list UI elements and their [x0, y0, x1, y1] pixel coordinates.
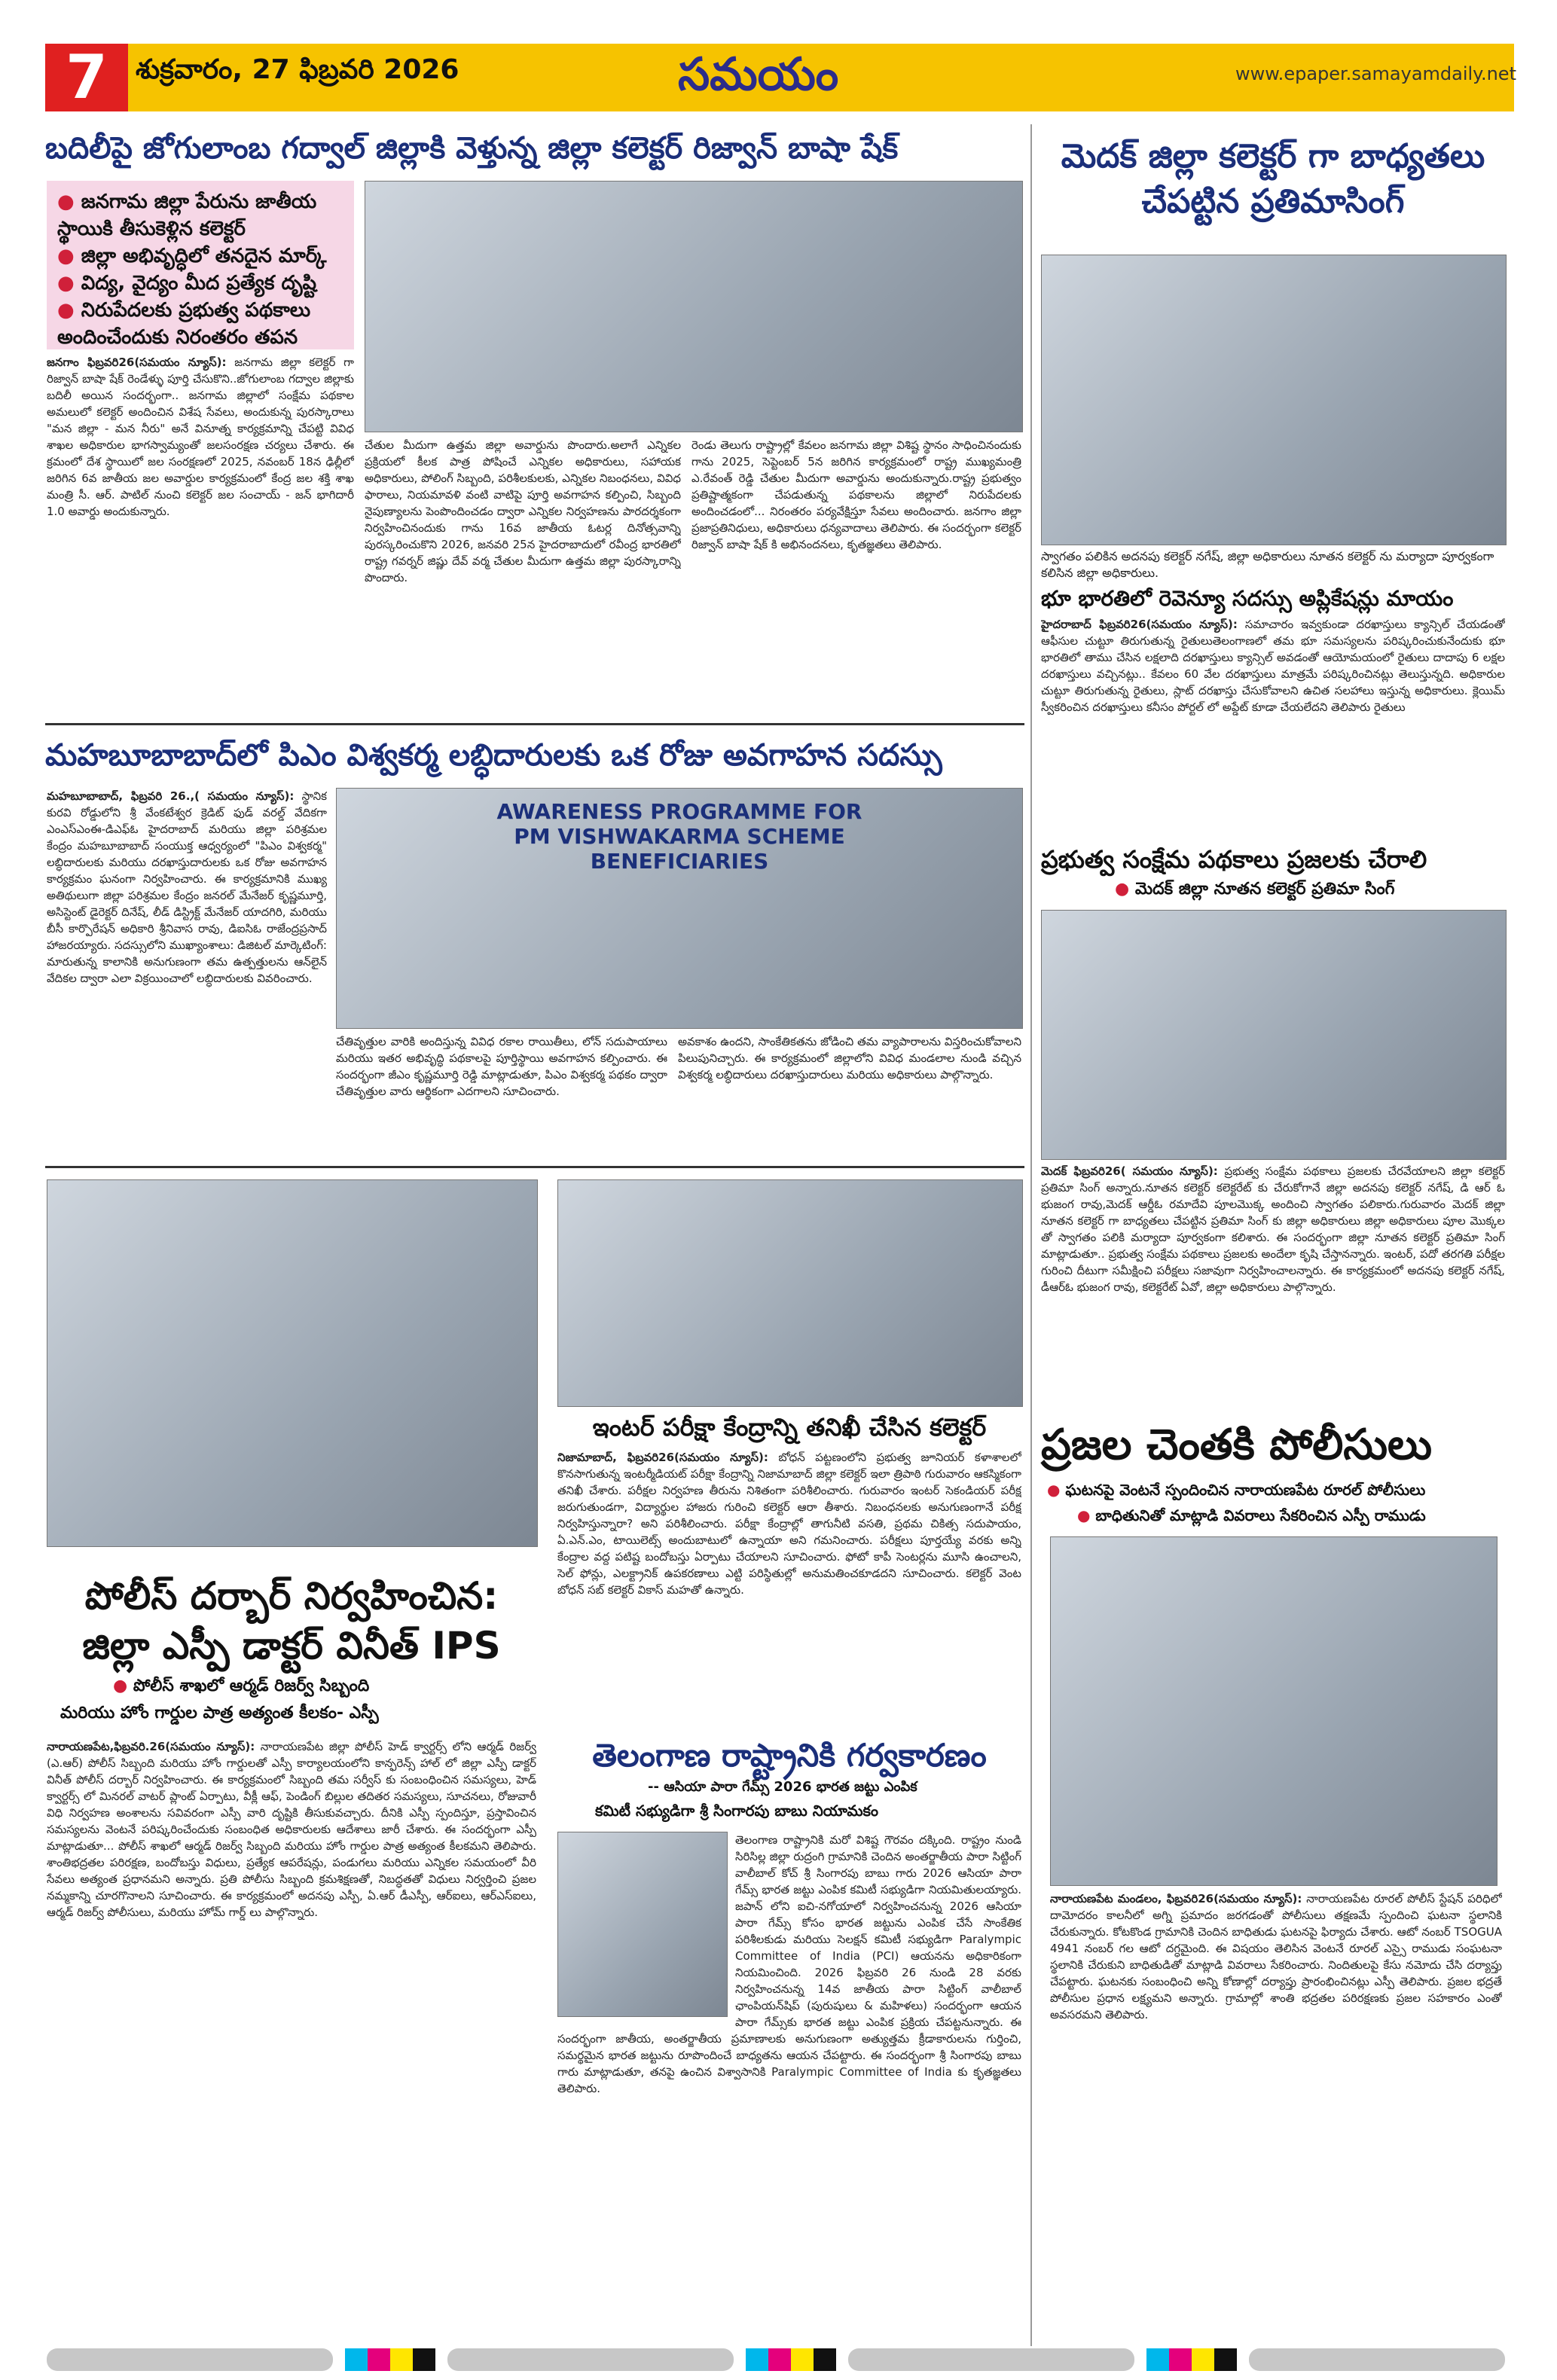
vishwakarma-body-text: స్థానిక కురవి రోడ్డులోని శ్రీ వేంకటేశ్వర క్రెడిట్ ఫుడ్ వరల్డ్ వేదికగా ఎంఎస్ఎంఈ-డిఎఫ్ఓ హైదరాబాద్ మరియు జిల్లా పరిశ్రమల కేంద్రం మహబూబాబాద్ సంయుక్త ఆధ్వర్యంలో "పిఎం విశ్వకర్మ" లబ్ధిదారులకు మరియు దరఖాస్తుదారులకు ఒక రోజు అవగాహన కార్యక్రమం ఘనంగా నిర్వహించారు. ఈ కార్యక్రమానికి ముఖ్య అతిథులుగా జిల్లా పరిశ్రమల కేంద్రం జనరల్ మేనేజర్ కృష్ణమూర్తి, అసిస్టెంట్ డైరెక్టర్ దినేష్, లీడ్ డిస్ట్రిక్ట్ మేనేజర్ యాదగిరి, మరియు బీసీ కార్పొరేషన్ అధికారి శ్రీనివాస రావు, డిఐసిఓ రాజేంద్రప్రసాద్ హాజరయ్యారు. సదస్సులోని ముఖ్యాంశాలు: డిజిటల్ మార్కెటింగ్: మారుతున్న కాలానికి అనుగుణంగా తమ ఉత్పత్తులను ఆన్‌లైన్ వేదికల ద్వారా ఎలా విక్రయించాలో లబ్ధిదారులకు వివరించారు.: [47, 789, 327, 985]
medak-headline: మెదక్ జిల్లా కలెక్టర్ గా బాధ్యతలు చేపట్టిన ప్రతిమాసింగ్: [1061, 137, 1485, 221]
print-bar: [848, 2348, 1134, 2371]
bullet-dot-icon: ●: [1115, 880, 1135, 899]
police-people-dateline: నారాయణపేట మండలం, ఫిబ్రవరి26(సమయం న్యూస్):: [1050, 1892, 1302, 1906]
swatch: [413, 2348, 435, 2371]
story1-bullets: [47, 181, 354, 349]
vishwakarma-dateline: మహబూబాబాద్, ఫిబ్రవరి 26.,( సమయం న్యూస్):: [47, 789, 295, 803]
story1-dateline: జనగాం ఫిబ్రవరి26(సమయం న్యూస్):: [47, 355, 227, 369]
color-swatches: [1146, 2348, 1237, 2374]
welfare-body-text: ప్రభుత్వ సంక్షేమ పథకాలు ప్రజలకు చేరవేయాలని జిల్లా కలెక్టర్ ప్రతిమా సింగ్ అన్నారు.నూతన కలెక్టర్ కలెక్టరేట్ కు చేరుకోగానే జిల్లా అదనపు కలెక్టర్ నగేష్, డి ఆర్ ఓ భుజంగ రావు,మెదక్ ఆర్డీఓ రమాదేవి పూలమొక్క అందించి స్వాగతం పలికారు.గురువారం మెదక్ జిల్లా నూతన కలెక్టర్ గా బాధ్యతలు చేపట్టిన ప్రతిమా సింగ్ కు జిల్లా అధికారులు జిల్లా అధికారులు పూల మొక్కల తో స్వాగతం పలికి మర్యాదా పూర్వకంగా కలిశారు. ఈ సందర్భంగా జిల్లా నూతన కలెక్టర్ ప్రతిమా సింగ్ మాట్లాడుతూ.. ప్రభుత్వ సంక్షేమ పథకాలు ప్రజలకు అందేలా కృషి చేస్తానన్నారు. ఇంటర్, పదో తరగతి పరీక్షల గురించి దీటుగా సమీక్షించి పరీక్షలు సజావుగా నిర్వహించాలన్నారు. ఈ కార్యక్రమంలో అదనపు కలెక్టర్ నగేష్, డీఆర్ఓ భుజంగ రావు, కలెక్టరేట్ ఏవో, జిల్లా అధికారులు పాల్గొన్నారు.: [1041, 1164, 1505, 1294]
welfare-subhead-text: మెదక్ జిల్లా నూతన కలెక్టర్ ప్రతిమా సింగ్: [1134, 880, 1395, 899]
page-number: 7: [45, 44, 128, 111]
vishwakarma-headline: మహబూబాబాద్‌లో పిఎం విశ్వకర్మ లబ్ధిదారులకు ఒక రోజు అవగాహన సదస్సు: [45, 738, 942, 773]
swatch: [1169, 2348, 1192, 2371]
portrait-spacer: [557, 1832, 735, 2023]
bullet-item: ● విద్య, వైద్యం మీద ప్రత్యేక దృష్టి: [57, 270, 343, 297]
welfare-subhead: [1115, 880, 1507, 902]
swatch: [791, 2348, 814, 2371]
section-divider: [45, 723, 1024, 725]
print-bar: [447, 2348, 734, 2371]
welfare-photo: [1041, 910, 1507, 1160]
telangana-body-text: తెలంగాణ రాష్ట్రానికి మరో విశిష్ట గౌరవం దక్కింది. రాష్ట్రం నుండి సిరిసిల్ల జిల్లా రుద్రంగి గ్రామానికి చెందిన అంతర్జాతీయ పారా సిట్టింగ్ వాలీబాల్ కోచ్ శ్రీ సింగారపు బాబు గారు 2026 ఆసియా పారా గేమ్స్ భారత జట్టు ఎంపిక కమిటీ సభ్యుడిగా నియమితులయ్యారు. జపాన్ లోని ఐచి-నగోయాలో నిర్వహించనున్న 2026 ఆసియా పారా గేమ్స్ కోసం భారత జట్టును ఎంపిక చేసే సాంకేతిక పరిశీలకుడు మరియు సెలక్షన్ కమిటీ సభ్యుడిగా Paralympic Committee of India (PCI) ఆయనను అధికారికంగా నియమించింది. 2026 ఫిబ్రవరి 26 నుండి 28 వరకు నిర్వహించనున్న 14వ జాతీయ పారా సిట్టింగ్ వాలీబాల్ ఛాంపియన్‌షిప్ (పురుషులు & మహిళలు) సందర్భంగా ఆయన పారా గేమ్స్‌కు భారత జట్టు ఎంపిక ప్రక్రియ చేపట్టనున్నారు. ఈ సందర్భంగా జాతీయ, అంతర్జాతీయ ప్రమాణాలకు అనుగుణంగా అత్యుత్తమ క్రీడాకారులను గుర్తించి, సమర్థమైన భారత జట్టును రూపొందించే బాధ్యతను ఆయన చేపట్టారు. ఈ సందర్భంగా శ్రీ సింగారపు బాబు గారు మాట్లాడుతూ, తనపై ఉంచిన విశ్వాసానికి Paralympic Committee of India కు కృతజ్ఞతలు తెలిపారు.: [557, 1833, 1021, 2095]
swatch: [368, 2348, 390, 2371]
telangana-headline: తెలంగాణ రాష్ట్రానికి గర్వకారణం: [592, 1737, 987, 1774]
swatch: [390, 2348, 413, 2371]
welfare-dateline: మెదక్ ఫిబ్రవరి26( సమయం న్యూస్):: [1041, 1164, 1218, 1178]
police-darbar-dateline: నారాయణపేట,ఫిబ్రవరి.26(సమయం న్యూస్):: [47, 1740, 255, 1753]
swatch: [345, 2348, 368, 2371]
police-darbar-sub1-text: పోలీస్ శాఖలో ఆర్మడ్ రిజర్వ్ సిబ్బంది: [133, 1677, 370, 1695]
swatch: [746, 2348, 768, 2371]
story1-body-col1: [47, 354, 354, 716]
police-darbar-photo: [47, 1179, 538, 1547]
police-people-bullet-text: ఘటనపై వెంటనే స్పందించిన నారాయణపేట రూరల్ పోలీసులు: [1065, 1481, 1426, 1499]
swatch: [814, 2348, 836, 2371]
color-swatches: [746, 2348, 836, 2374]
bullet-item: ● జిల్లా అభివృద్ధిలో తనదైన మార్క్: [57, 243, 343, 270]
police-people-bullet: [1047, 1481, 1507, 1503]
inter-exam-headline: ఇంటర్ పరీక్షా కేంద్రాన్ని తనిఖీ చేసిన కలెక్టర్: [592, 1413, 987, 1442]
medak-caption: స్వాగతం పలికిన అదనపు కలెక్టర్ నగేష్, జిల్లా అధికారులు నూతన కలెక్టర్ ను మర్యాదా పూర్వకంగా కలిసిన జిల్లా అధికారులు.: [1041, 549, 1494, 580]
newspaper-brand: సమయం: [678, 48, 839, 101]
story1-body-col2: చేతుల మీదుగా ఉత్తమ జిల్లా అవార్డును పొందారు.అలాగే ఎన్నికల ప్రక్రియలో కీలక పాత్ర పోషించే ఎన్నికల అధికారులు, సహాయక అధికారులు, పోలింగ్ సిబ్బంది, పరిశీలకులకు, ఎన్నికల నిబంధనలు, వివిధ ఫారాలు, నియమావళి వంటి వాటిపై పూర్తి అవగాహన కల్పించి, సిబ్బంది నైపుణ్యాలను పెంపొందించడం ద్వారా ఎన్నికల నిర్వహణను పారదర్శకంగా నిర్వహించినందుకు గాను 16వ జాతీయ ఓటర్ల దినోత్సవాన్ని పురస్కరించుకొని 2026, జనవరి 25న హైదరాబాదులో రవీంద్ర భారతిలో రాష్ట్ర గవర్నర్ జిష్ణు దేవ్ వర్మ చేతుల మీదుగా ఉత్తమ జిల్లా పురస్కారాన్ని పొందారు.: [365, 438, 681, 584]
police-darbar-body-text: నారాయణపేట జిల్లా పోలీస్ హెడ్ క్వార్టర్స్ లోని ఆర్మడ్ రిజర్వ్ (ఎ.ఆర్) పోలీస్ సిబ్బంది మరియు హోం గార్డులతో ఎస్పీ కార్యాలయంలోని కాన్ఫరెన్స్ హాల్ లో జిల్లా ఎస్పీ డాక్టర్ వినీత్ పోలీస్ దర్బార్ నిర్వహించారు. ఈ కార్యక్రమంలో సిబ్బంది తమ సర్వీస్ కు సంబంధించిన సమస్యలు, హెడ్ క్వార్టర్స్ లో మినరల్ వాటర్ ప్లాంట్ ఏర్పాటు, వీక్లీ ఆఫ్, పెండింగ్ బిల్లుల తదితర సమస్యలు, సూచనలు, రోజువారీ విధి నిర్వహణ అంశాలను సవివరంగా ఎస్పీ వారి దృష్టికి తీసుకువచ్చారు. దీనికి ఎస్పీ స్పందిస్తూ, ప్రస్తావించిన సమస్యలను వెంటనే పరిష్కరించేందుకు సంబంధిత అధికారులకు ఆదేశాలు జారీ చేశారు. ఈ సందర్భంగా ఎస్పీ మాట్లాడుతూ... పోలీస్ శాఖలో ఆర్మడ్ రిజర్వ్ సిబ్బంది మరియు హోం గార్డుల పాత్ర అత్యంత కీలకమని తెలిపారు. శాంతిభద్రతల పరిరక్షణ, బందోబస్తు విధులు, ప్రత్యేక ఆపరేషన్లు, పండుగలు మరియు ఎన్నికల సమయంలో వీరి సేవలు అత్యంత ప్రధానమని అన్నారు. ప్రతి పోలీసు సిబ్బంది క్రమశిక్షణతో, నిబద్ధతతో విధులు నిర్వర్తించి ప్రజల నమ్మకాన్ని చూరగొనాలని సూచించారు. ఈ కార్యక్రమంలో అదనపు ఎస్పీ, ఏ.ఆర్ డీఎస్పీ, ఆర్ఐలు, ఆర్ఎస్ఐలు, ఆర్మడ్ రిజర్వ్ పోలీసులు, మరియు హోమ్ గార్డ్ లు పాల్గొన్నారు.: [47, 1740, 536, 1919]
bhubharati-headline: భూ భారతిలో రెవెన్యూ సదస్సు అప్లికేషన్లు మాయం: [1041, 586, 1454, 611]
inter-exam-dateline: నిజామాబాద్, ఫిబ్రవరి26(సమయం న్యూస్):: [557, 1451, 768, 1464]
inter-exam-photo: [557, 1179, 1023, 1407]
bullet-item: ● జనగామ జిల్లా పేరును జాతీయ స్థాయికి తీసుకెళ్లిన కలెక్టర్: [57, 188, 343, 243]
vishwakarma-body-col3: అవకాశం ఉందని, సాంకేతికతను జోడించి తమ వ్యాపారాలను విస్తరించుకోవాలని పిలుపునిచ్చారు. ఈ కార్యక్రమంలో జిల్లాలోని వివిధ మండలాల నుండి వచ్చిన విశ్వకర్మ లబ్ధిదారులు దరఖాస్తుదారులు మరియు అధికారులు పాల్గొన్నారు.: [678, 1035, 1021, 1082]
bhubharati-body-text: సమాచారం ఇవ్వకుండా దరఖాస్తులు క్యాన్సిల్ చేయడంతో ఆఫీసుల చుట్టూ తిరుగుతున్న రైతులుతెలంగాణలో తమ భూ సమస్యలను పరిష్కరించుకునేందుకు భూ భారతిలో తాము చేసిన లక్షలాది దరఖాస్తులు క్యాన్సిల్ అవడంతో ఆయోమయంలో రైతులు దాదాపు 6 లక్షల దరఖాస్తులు వచ్చినట్లు.. కేవలం 60 వేల దరఖాస్తులు మాత్రమే పరిష్కరించినట్లు తెలుస్తున్నది. అధికారుల చుట్టూ తిరుగుతున్న రైతులు, స్లాట్ దరఖాస్తు చేసుకోవాలని ఉచిత సలహాలు ఇస్తున్న అధికారులు. క్లెయిమ్ స్వీకరించిన దరఖాస్తులు కనీసం పోర్టల్ లో అప్డేట్ కూడా చేయలేదని తెలిపారు రైతులు: [1041, 618, 1505, 714]
telangana-body: [557, 1832, 1021, 2335]
inter-exam-body-text: బోధన్ పట్టణంలోని ప్రభుత్వ జూనియర్ కళాశాలలో కొనసాగుతున్న ఇంటర్మీడియట్ పరీక్షా కేంద్రాన్ని నిజామాబాద్ జిల్లా కలెక్టర్ ఇలా త్రిపాఠి గురువారం ఆకస్మికంగా తనిఖీ చేశారు. పరీక్షల నిర్వహణ తీరును నిశితంగా పరిశీలించారు. గురువారం ఇంటర్ సెకండియర్ పరీక్ష జరుగుతుండగా, విద్యార్థుల హాజరు గురించి కలెక్టర్ ఆరా తీశారు. నిబంధనలకు అనుగుణంగానే పరీక్ష నిర్వహిస్తున్నారా? అని పరిశీలించారు. పరీక్షా కేంద్రాల్లో తాగునీటి వసతి, ప్రథమ చికిత్స సదుపాయం, ఏ.ఎన్.ఎం, టాయిలెట్స్ అందుబాటులో ఉన్నాయా అని గమనించారు. పరీక్షలు పూర్తయ్యే వరకు అన్ని కేంద్రాల వద్ద పటిష్ట బందోబస్తు ఏర్పాటు చేయాలని సూచించారు. ఫోటో కాపీ సెంటర్లను మూసి ఉంచాలని, సెల్ ఫోన్లు, ఎలక్ట్రానిక్ ఉపకరణాలు ఎట్టి పరిస్థితుల్లో అనుమతించకూడదని సూచించారు. కలెక్టర్ వెంట బోధన్ సబ్ కలెక్టర్ వికాస్ మహతో ఉన్నారు.: [557, 1451, 1021, 1597]
police-darbar-headline-line1: పోలీస్ దర్బార్ నిర్వహించిన:: [84, 1574, 499, 1618]
police-darbar-headline-line2: జిల్లా ఎస్పీ డాక్టర్ వినీత్ IPS: [82, 1624, 501, 1668]
swatch: [1214, 2348, 1237, 2371]
print-bar: [47, 2348, 333, 2371]
vishwakarma-body-col1: [47, 788, 327, 1148]
welfare-body: [1041, 1163, 1505, 1389]
police-darbar-sub1: [113, 1677, 535, 1699]
story1-headline: బదిలీపై జోగులాంబ గద్వాల్ జిల్లాకి వెళ్తున్న జిల్లా కలెక్టర్ రిజ్వాన్ బాషా షేక్: [45, 131, 899, 166]
inter-exam-body: [557, 1449, 1021, 1729]
police-darbar-sub2: మరియు హోం గార్డుల పాత్ర అత్యంత కీలకం- ఎస్పీ: [60, 1704, 379, 1722]
bullet-dot-icon: ●: [113, 1677, 133, 1695]
story1-body-text: జనగామ జిల్లా కలెక్టర్ గా రిజ్వాన్ బాషా షేక్ రెండేళ్ళు పూర్తి చేసుకొని..జోగులాంబ గద్వాల జిల్లాకు బదిలీ అయిన సందర్భంగా.. జనగామ జిల్లాలో సంక్షేమ పథకాల అమలులో కలెక్టర్ అందించిన విశేష సేవలు, అందుకున్న పురస్కారాలు "మన జిల్లా - మన నీరు" అనే వినూత్న కార్యక్రమాన్ని చేపట్టి వివిధ శాఖల అధికారుల భాగస్వామ్యంతో జలసంరక్షణ చర్యలు చేశారు. ఈ క్రమంలో దేశ స్థాయిలో జల సంరక్షణలో 2025, నవంబర్ 18న ఢిల్లీలో జరిగిన 6వ జాతీయ జల అవార్డుల కార్యక్రమంలో కేంద్ర జల శక్తి శాఖ మంత్రి సీ. ఆర్. పాటిల్ నుంచి కలెక్టర్ జల సంచాయ్ - జన్ భాగిదారీ 1.0 అవార్డు అందుకున్నారు.: [47, 355, 354, 518]
color-swatches: [345, 2348, 435, 2374]
awareness-banner: AWARENESS PROGRAMME FOR PM VISHWAKARMA SCHEME BENEFICIARIES: [496, 799, 862, 874]
vishwakarma-body-col2: చేతివృత్తుల వారికి అందిస్తున్న వివిధ రకాల రాయితీలు, లోన్ సదుపాయాలు మరియు ఇతర అభివృద్ధి పథకాలపై పూర్తిస్థాయి అవగాహన కల్పించారు. ఈ సందర్భంగా జీఎం కృష్ణమూర్తి రెడ్డి మాట్లాడుతూ, పిఎం విశ్వకర్మ పథకం ద్వారా చేతివృత్తుల వారు ఆర్థికంగా ఎదగాలని సూచించారు.: [336, 1035, 667, 1098]
telangana-sub1: -- ఆసియా పారా గేమ్స్ 2026 భారత జట్టు ఎంపిక: [648, 1779, 917, 1795]
police-people-photo: [1050, 1536, 1497, 1886]
column-divider: [1030, 124, 1032, 2346]
police-people-body-text: నారాయణపేట రూరల్ పోలీస్ స్టేషన్ పరిధిలో దామోదరం కాలనీలో అగ్ని ప్రమాదం జరగడంతో పోలీసులు తక్షణమే స్పందించి ఘటనా స్థలానికి చేరుకున్నారు. కోటకొండ గ్రామానికి చెందిన బాధితుడు ఘటనపై ఫిర్యాదు చేశారు. ఆటో నంబర్ TSOGUA 4941 నంబర్ గల ఆటో దగ్ధమైంది. ఈ విషయం తెలిసిన వెంటనే రూరల్ ఎస్సై రాముడు సంఘటనా స్థలానికి చేరుకుని బాధితుడితో మాట్లాడి వివరాలు సేకరించారు. నిందితులపై కేసు నమోదు చేసి దర్యాప్తు చేపట్టారు. ఘటనకు సంబంధించి అన్ని కోణాల్లో దర్యాప్తు ప్రారంభించినట్లు ఎస్పీ తెలిపారు. ప్రజల భద్రతే పోలీసుల ప్రధాన లక్ష్యమని అన్నారు. గ్రామాల్లో శాంతి భద్రతల పరిరక్షణకు ప్రజల సహకారం ఎంతో అవసరమని తెలిపారు.: [1050, 1892, 1502, 2021]
bhubharati-body: [1041, 616, 1505, 819]
police-darbar-headline: [47, 1571, 536, 1671]
swatch: [1192, 2348, 1214, 2371]
police-darbar-body: [47, 1738, 536, 2335]
issue-date: శుక్రవారం, 27 ఫిబ్రవరి 2026: [136, 54, 459, 85]
bullet-item: ● నిరుపేదలకు ప్రభుత్వ పథకాలు అందించేందుకు నిరంతరం తపన: [57, 297, 343, 351]
print-bar: [1249, 2348, 1505, 2371]
police-people-body: [1050, 1890, 1502, 2335]
welfare-headline: ప్రభుత్వ సంక్షేమ పథకాలు ప్రజలకు చేరాలి: [1041, 845, 1427, 874]
telangana-sub2: కమిటీ సభ్యుడిగా శ్రీ సింగారపు బాబు నియామకం: [595, 1802, 879, 1820]
bhubharati-dateline: హైదరాబాద్ ఫిబ్రవరి26(సమయం న్యూస్):: [1041, 618, 1238, 631]
bullet-dot-icon: ●: [1047, 1481, 1066, 1499]
police-people-bullet-text: బాధితునితో మాట్లాడి వివరాలు సేకరించిన ఎస్పీ రాముడు: [1095, 1506, 1426, 1524]
vishwakarma-photo: [336, 788, 1023, 1029]
bullet-dot-icon: ●: [1077, 1506, 1096, 1524]
swatch: [768, 2348, 791, 2371]
story1-photo: [365, 181, 1023, 432]
swatch: [1146, 2348, 1169, 2371]
story1-body-col3: రెండు తెలుగు రాష్ట్రాల్లో కేవలం జనగామ జిల్లా విశిష్ట స్థానం సాధించినందుకు గాను 2025, సెప్టెంబర్ 5న జరిగిన కార్యక్రమంలో రాష్ట్ర ముఖ్యమంత్రి ఎ.రేవంత్ రెడ్డి చేతుల మీదుగా అవార్డును అందుకున్నారు.రాష్ట్ర ప్రభుత్వం ప్రతిష్టాత్మకంగా చేపడుతున్న పథకాలను జిల్లాలో నిరుపేదలకు అందించడంలో... నిరంతరం పర్యవేక్షిస్తూ సేవలు అందించారు. జనగాం జిల్లా ప్రజాప్రతినిధులు, అధికారులు ధన్యవాదాలు తెలిపారు. ఈ సందర్భంగా కలెక్టర్ రిజ్వాన్ బాషా షేక్ కి అభినందనలు, కృతజ్ఞతలు తెలిపారు.: [691, 438, 1021, 551]
police-people-bullet: [1077, 1506, 1507, 1528]
medak-photo: [1041, 255, 1507, 545]
section-divider: [45, 1166, 1024, 1168]
website-link[interactable]: www.epaper.samayamdaily.net: [1235, 63, 1516, 84]
police-people-headline: ప్రజల చెంతకి పోలీసులు: [1041, 1420, 1433, 1469]
